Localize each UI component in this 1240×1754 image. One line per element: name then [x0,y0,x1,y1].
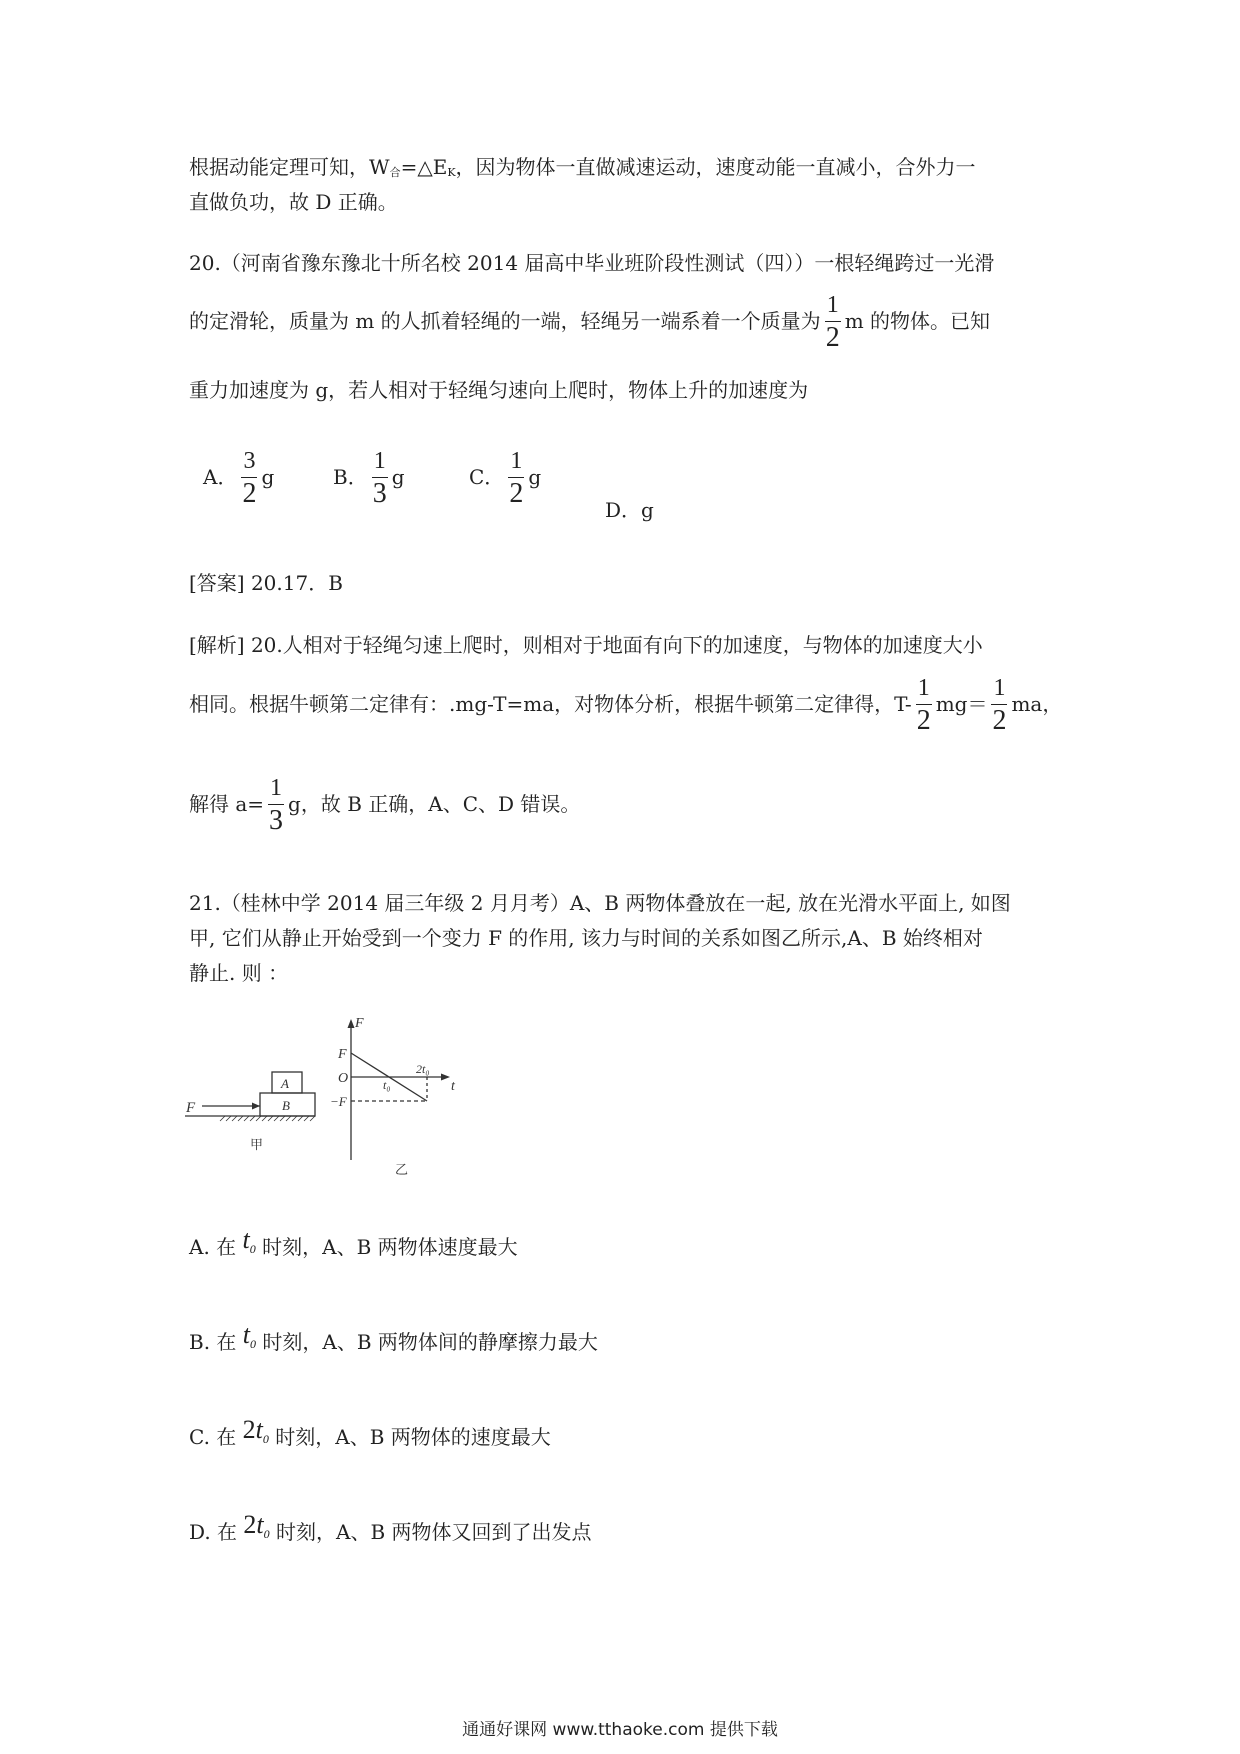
q21-option-c [189,1415,551,1450]
q21-stem-line-2: 甲, 它们从静止开始受到一个变力 F 的作用, 该力与时间的关系如图乙所示,A、B 始终相对 [189,926,983,950]
analysis-text: g，故 B 正确，A、C、D 错误。 [288,792,581,816]
q21-option-b [189,1320,598,1355]
symbol: t [256,1510,264,1539]
analysis-text: 解得 a= [189,792,265,816]
symbol-subscript: 0 [249,1242,256,1256]
symbol: t [255,1415,263,1444]
caption-left: 甲 [250,1138,264,1153]
symbol-subscript: 0 [262,1432,269,1446]
q21-stem-line-3: 静止. 则 ： [189,961,289,985]
t-axis-label: t [451,1079,455,1094]
q20-analysis-line-2 [189,676,1062,735]
force-label: F [186,1100,196,1116]
math-symbol [243,1510,269,1539]
intro-line-1 [189,154,976,186]
fraction [268,776,284,835]
fraction-numerator: 1 [991,676,1007,705]
math-symbol [243,1225,256,1254]
option-label: A. 在 [189,1235,237,1259]
analysis-text: 相同。根据牛顿第二定律有：.mg-T=ma，对物体分析，根据牛顿第二定律得，T- [189,692,912,716]
fraction-numerator: 3 [241,449,257,478]
force-arrowhead [252,1103,260,1110]
ground-hatch [220,1116,315,1121]
fraction-denominator: 3 [269,805,284,836]
option-unit: g [528,465,542,489]
intro-text: 根据动能定理可知，W [189,155,390,179]
q20-stem-line-2 [189,293,990,352]
q20-text: 的定滑轮，质量为 m 的人抓着轻绳的一端，轻绳另一端系着一个质量为 [189,309,821,333]
fraction-denominator: 2 [992,705,1007,736]
fraction-denominator: 2 [509,478,524,509]
option-unit: g [391,465,405,489]
option-label: D． [605,498,642,522]
symbol: t [242,1320,251,1349]
option-text: 时刻，A、B 两物体的速度最大 [275,1425,551,1449]
option-text: 时刻，A、B 两物体又回到了出发点 [276,1520,592,1544]
fraction-numerator: 1 [372,449,388,478]
q21-stem-line-1: 21.（桂林中学 2014 届三年级 2 月月考）A、B 两物体叠放在一起, 放在光滑水平面上, 如图 [189,891,1011,915]
q20-text: m 的物体。已知 [844,309,991,333]
subscript: 合 [389,166,401,179]
caption-right: 乙 [395,1163,409,1178]
block-a-label: A [281,1076,289,1091]
fraction-numerator: 1 [825,293,841,322]
symbol-subscript: 0 [250,1337,257,1351]
q20-option-c [469,449,541,508]
q20-stem-line-1: 20.（河南省豫东豫北十所名校 2014 届高中毕业班阶段性测试（四））一根轻绳跨过一光滑 [189,251,995,275]
symbol-subscript: 0 [263,1527,270,1541]
fraction-denominator: 2 [825,322,840,353]
origin-label: O [338,1071,349,1086]
fraction-numerator: 1 [268,776,284,805]
subscript: K [447,166,456,179]
fraction [991,676,1007,735]
fraction [916,676,932,735]
fraction-denominator: 3 [372,478,387,509]
y-top-label: F [338,1047,347,1062]
intro-line-2: 直做负功，故 D 正确。 [189,190,398,214]
math-symbol [243,1320,256,1349]
symbol-coefficient: 2 [243,1510,257,1539]
fraction [241,449,257,508]
option-label: B. 在 [189,1330,237,1354]
t-axis-arrowhead [441,1074,450,1081]
fraction [825,293,841,352]
q21-option-a [189,1225,518,1260]
fraction [372,449,388,508]
fraction-numerator: 1 [508,449,524,478]
option-label: B． [333,465,368,489]
option-label: C． [469,465,505,489]
option-text: 时刻，A、B 两物体速度最大 [262,1235,518,1259]
option-label: A． [203,465,238,489]
option-unit: g [641,498,654,522]
q21-option-d [189,1510,592,1545]
q21-figure [180,1015,520,1190]
intro-text: =△E [400,155,448,179]
fraction [508,449,524,508]
symbol: t [242,1225,250,1254]
intro-text: ，因为物体一直做减速运动，速度动能一直减小，合外力一 [455,155,976,179]
figure-right-graph [348,1019,451,1160]
fraction-denominator: 2 [242,478,257,509]
q20-analysis-line-3 [189,776,580,835]
option-unit: g [261,465,275,489]
analysis-text: ma， [1011,692,1063,716]
f-axis-label: F [355,1016,364,1031]
page-footer: 通通好课网 www.tthaoke.com 提供下载 [462,1720,778,1740]
analysis-text: mg＝ [935,692,988,716]
q20-option-b [333,449,405,508]
fraction-numerator: 1 [916,676,932,705]
block-b-label: B [282,1098,290,1113]
two-t0-label: 2t₀ [416,1062,430,1076]
y-bottom-label: −F [330,1094,347,1109]
q20-analysis-line-1: [解析] 20.人相对于轻绳匀速上爬时，则相对于地面有向下的加速度，与物体的加速度大小 [189,633,983,657]
q20-stem-line-3: 重力加速度为 g，若人相对于轻绳匀速向上爬时，物体上升的加速度为 [189,378,809,402]
option-label: D. 在 [189,1520,238,1544]
option-label: C. 在 [189,1425,237,1449]
math-symbol [243,1415,269,1444]
q20-option-d [605,494,654,523]
fraction-denominator: 2 [916,705,931,736]
q20-answer: [答案] 20.17．B [189,571,343,595]
symbol-coefficient: 2 [242,1415,256,1444]
q20-option-a [203,449,274,508]
figure-left-block-diagram [185,1072,315,1121]
f-axis-arrowhead [348,1019,355,1028]
option-text: 时刻，A、B 两物体间的静摩擦力最大 [262,1330,598,1354]
t0-label: t₀ [383,1078,391,1092]
